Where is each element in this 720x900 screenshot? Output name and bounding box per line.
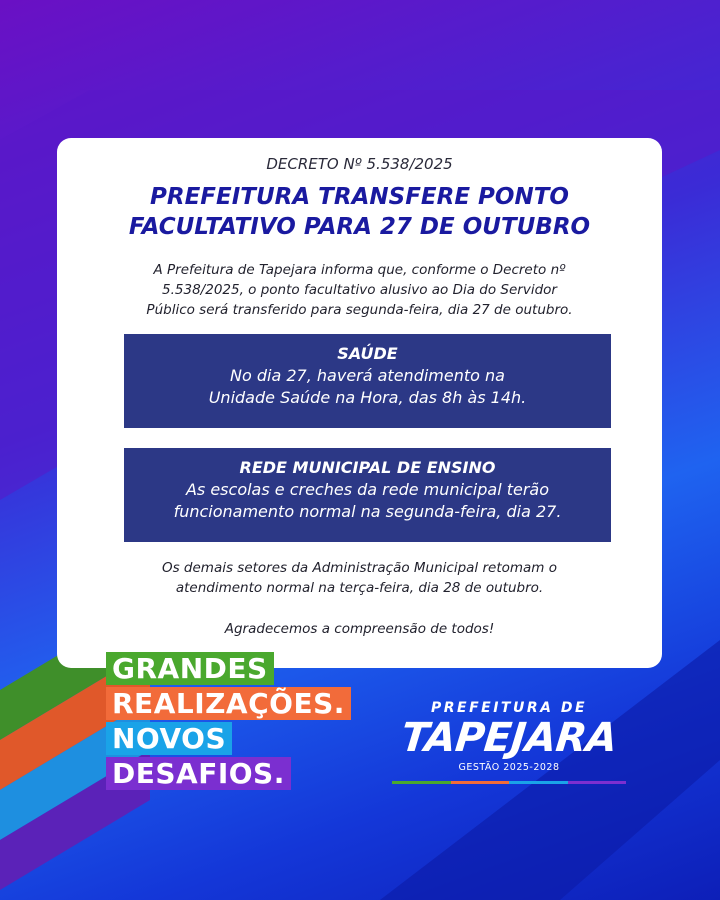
city-hall-logo (392, 700, 626, 784)
logo-main-text: TAPEJARA (398, 715, 620, 761)
slogan (106, 652, 351, 792)
logo-sub-text: GESTÃO 2025-2028 (458, 762, 560, 773)
education-box (124, 448, 611, 542)
headline-line-1: PREFEITURA TRANSFERE PONTO (150, 184, 569, 210)
slogan-line-4: DESAFIOS. (106, 757, 291, 790)
outro-paragraph: Os demais setores da Administração Municipal retomam o atendimento normal na terça-feira, dia 28 de outubro. (161, 560, 558, 596)
logo-color-bar (392, 781, 626, 784)
logo-bar-segment (509, 781, 568, 784)
slogan-line-1: GRANDES (106, 652, 274, 685)
decree-number: DECRETO Nº 5.538/2025 (266, 155, 453, 173)
headline-line-2: FACULTATIVO PARA 27 DE OUTUBRO (128, 214, 591, 240)
logo-top-text: PREFEITURA DE (430, 700, 588, 716)
health-title: SAÚDE (337, 344, 398, 363)
slogan-line-3: NOVOS (106, 722, 232, 755)
intro-line-2: 5.538/2025, o ponto facultativo alusivo ao Dia do Servidor (162, 282, 557, 298)
intro-paragraph (97, 260, 622, 320)
headline (87, 182, 632, 242)
slogan-line-2: REALIZAÇÕES. (106, 687, 351, 720)
logo-bar-segment (568, 781, 627, 784)
thanks-text: Agradecemos a compreensão de todos! (224, 621, 495, 637)
logo-bar-segment (451, 781, 510, 784)
education-title: REDE MUNICIPAL DE ENSINO (239, 458, 496, 477)
intro-line-3: Público será transferido para segunda-feira, dia 27 de outubro. (146, 302, 573, 318)
education-body: As escolas e creches da rede municipal terão funcionamento normal na segunda-feira, dia 27. (173, 480, 562, 521)
health-box (124, 334, 611, 428)
notice-card (57, 138, 662, 668)
intro-line-1: A Prefeitura de Tapejara informa que, conforme o Decreto nº (153, 262, 566, 278)
health-body: No dia 27, haverá atendimento na Unidade Saúde na Hora, das 8h às 14h. (208, 366, 527, 407)
logo-bar-segment (392, 781, 451, 784)
